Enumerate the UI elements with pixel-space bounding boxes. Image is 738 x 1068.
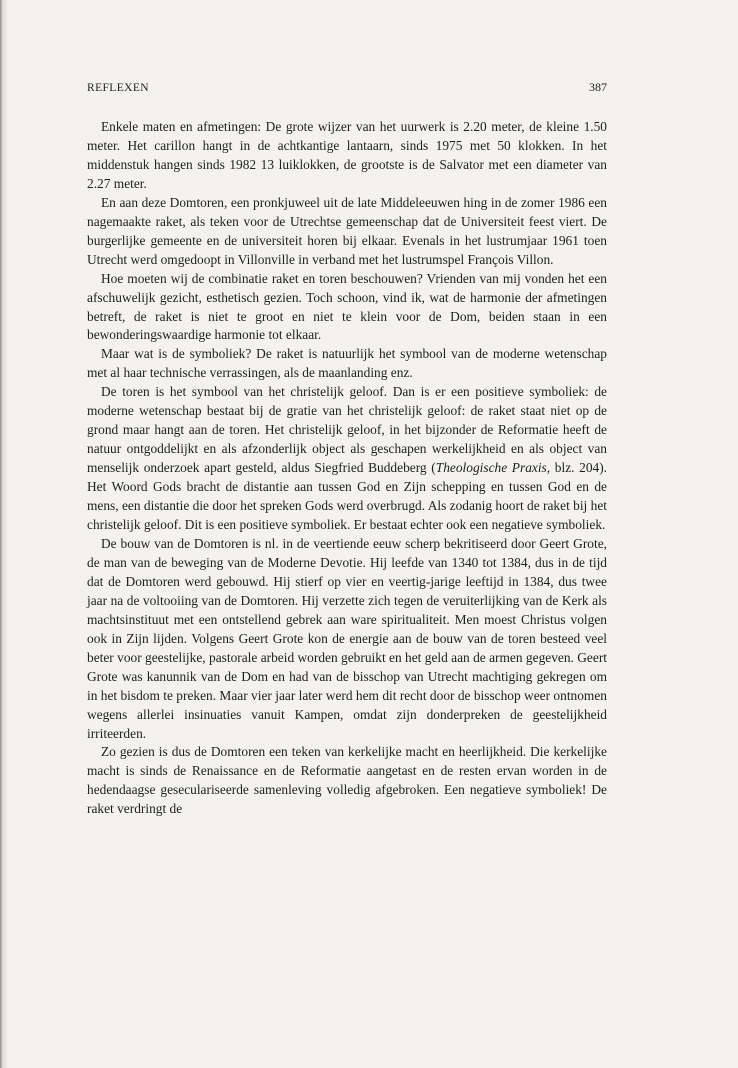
book-page [87, 80, 607, 819]
paragraph-rocket [87, 194, 607, 270]
paragraph-text: En aan deze Domtoren, een pronkjuweel uit de late Middeleeuwen hing in de zomer 1986 een nagemaakte raket, als teken voor de Utrechtse gemeenschap dat de Universiteit feest viert. De burgerlijke gemeente en de universiteit horen bij elkaar. Evenals in het lustrumjaar 1961 toen Utrecht werd omgedoopt in Villonville in verband met het lustrumspel François Villon. [87, 194, 607, 267]
page-number: 387 [589, 80, 607, 94]
paragraph-text: Enkele maten en afmetingen: De grote wijzer van het uurwerk is 2.20 meter, de kleine 1.50 meter. Het carillon hangt in de achtkantige lantaarn, sinds 1975 met 50 klokken. In het middenstuk hangen sinds 1982 13 luiklokken, de grootste is de Salvator met een diameter van 2.27 meter. [87, 119, 607, 191]
citation-title: Theologische Praxis, [435, 460, 551, 476]
paragraph-text: Zo gezien is dus de Domtoren een teken van kerkelijke macht en heerlijkheid. Die kerkelijke macht is sinds de Renaissance en de Reformatie aangetast en de resten ervan worden in de hedendaagse geseculariseerde samenleving volledig afgebroken. Een negatieve symboliek! De raket verdringt de [87, 744, 607, 817]
paragraph-symbolism [87, 345, 607, 383]
paragraph-text: Maar wat is de symboliek? De raket is natuurlijk het symbool van de moderne wetenschap met al haar technische verrassingen, als de maanlanding enz. [87, 346, 607, 381]
paragraph-text: Hoe moeten wij de combinatie raket en toren beschouwen? Vrienden van mij vonden het een afschuwelijk gezicht, esthetisch gezien. Toch schoon, vind ik, wat de harmonie der afmetingen betreft, de raket is niet te groot en niet te klein voor de Dom, beiden staan in een bewonderingswaardige harmonie tot elkaar. [87, 270, 607, 343]
running-head [87, 80, 607, 102]
paragraph-combination [87, 270, 607, 346]
paragraph-positive-symbolism [87, 383, 607, 535]
paragraph-text: De bouw van de Domtoren is nl. in de veertiende eeuw scherp bekritiseerd door Geert Grote, de man van de beweging van de Moderne Devotie. Hij leefde van 1340 tot 1384, dus in de tijd dat de Domtoren werd gebouwd. Hij stierf op vier en veertig-jarige leeftijd in 1384, dus twee jaar na de voltooiing van de Domtoren. Hij verzette zich tegen de veruiterlijking van de Kerk als machtsinstituut met een ontstellend gebrek aan ware spiritualiteit. Men moest Christus volgen ook in Zijn lijden. Volgens Geert Grote kon de energie aan de bouw van de toren besteed veel beter voor geestelijke, pastorale arbeid worden gebruikt en het geld aan de armen gegeven. Geert Grote was kanunnik van de Dom en had van de bisschop van Utrecht machtiging gekregen om in het bisdom te preken. Maar vier jaar later werd hem dit recht door de bisschop weer ontnomen wegens allerlei insinuaties vanuit Kampen, omdat zijn donderpreken de geestelijkheid irriteerden. [87, 535, 607, 741]
paragraph-text: De toren is het symbool van het christelijk geloof. Dan is er een positieve symboliek: de moderne wetenschap bestaat bij de gratie van het christelijk geloof: de raket staat niet op de grond maar hangt aan de toren. Het christelijk geloof, in het bijzonder de Reformatie heeft de natuur ontgoddelijkt en als afzonderlijk object als geschapen werkelijkheid en als object van menselijk onderzoek apart gesteld, aldus Siegfried Buddeberg ( [87, 384, 607, 476]
body-text [87, 118, 607, 819]
paragraph-measurements [87, 118, 607, 194]
paragraph-text: blz. 204). Het Woord Gods bracht de distantie aan tussen God en Zijn schepping en tussen God en de mens, een distantie die door het spreken Gods werd overbrugd. Als zodanig hoort de raket bij het christelijk geloof. Dit is een positieve symboliek. Er bestaat echter ook een negatieve symboliek. [87, 460, 608, 533]
scan-page-edge [0, 0, 8, 1068]
paragraph-negative-symbolism [87, 743, 607, 819]
paragraph-geert-grote [87, 535, 607, 743]
section-title: REFLEXEN [87, 82, 149, 94]
